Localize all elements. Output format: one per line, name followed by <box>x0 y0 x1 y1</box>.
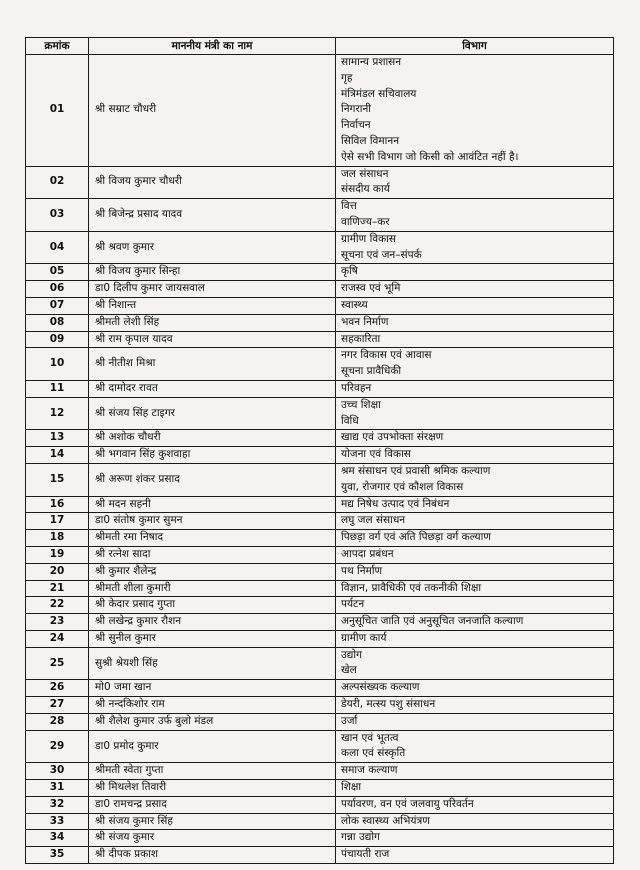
department-name: गृह <box>341 71 353 84</box>
table-row <box>26 496 614 513</box>
minister-name: श्री केदार प्रसाद गुप्ता <box>89 597 336 614</box>
department-name: पंचायती राज <box>341 848 390 861</box>
table-row <box>26 796 614 813</box>
department-name: सूचना एवं जन–संपर्क <box>341 248 422 261</box>
table-row <box>26 697 614 714</box>
department-name: योजना एवं विकास <box>341 448 411 461</box>
minister-name: श्री अरूण शंकर प्रसाद <box>89 463 336 496</box>
serial-number: 02 <box>26 166 89 199</box>
serial-number: 18 <box>26 530 89 547</box>
table-row <box>26 166 614 199</box>
serial-number: 25 <box>26 647 89 680</box>
department-name: पर्यावरण, वन एवं जलवायु परिवर्तन <box>341 797 474 810</box>
serial-number: 06 <box>26 281 89 298</box>
department-name: समाज कल्याण <box>341 764 398 777</box>
department-cell <box>336 166 614 199</box>
minister-name: श्री विजय कुमार सिन्हा <box>89 264 336 281</box>
department-cell <box>336 496 614 513</box>
table-row <box>26 597 614 614</box>
department-name: ऐसे सभी विभाग जो किसी को आवंटित नहीं है। <box>341 150 519 163</box>
department-name: निर्वाचन <box>341 119 371 132</box>
department-cell <box>336 430 614 447</box>
department-cell <box>336 730 614 763</box>
department-name: कृषि <box>341 265 358 278</box>
department-name: सिविल विमानन <box>341 134 400 147</box>
minister-name-header: माननीय मंत्री का नाम <box>89 38 336 55</box>
table-row <box>26 563 614 580</box>
minister-name: श्री संजय सिंह टाइगर <box>89 397 336 430</box>
minister-name: श्री संजय कुमार सिंह <box>89 813 336 830</box>
department-name: संसदीय कार्य <box>341 183 390 196</box>
department-cell <box>336 348 614 381</box>
department-name: अल्पसंख्यक कल्याण <box>341 681 420 694</box>
table-row <box>26 281 614 298</box>
serial-number: 27 <box>26 697 89 714</box>
serial-number: 09 <box>26 331 89 348</box>
table-row <box>26 713 614 730</box>
table-body <box>26 55 614 864</box>
department-cell <box>336 563 614 580</box>
department-name: लोक स्वास्थ्य अभियंत्रण <box>341 814 430 827</box>
minister-name: श्री लखेन्द्र कुमार रौशन <box>89 614 336 631</box>
table-row <box>26 680 614 697</box>
table-row <box>26 430 614 447</box>
department-cell <box>336 447 614 464</box>
serial-number: 24 <box>26 630 89 647</box>
department-name: डेयरी, मत्स्य पशु संसाधन <box>341 698 436 711</box>
minister-name: श्री दामोदर रावत <box>89 380 336 397</box>
department-cell <box>336 830 614 847</box>
minister-name: श्री निशान्त <box>89 297 336 314</box>
department-cell <box>336 513 614 530</box>
department-cell <box>336 199 614 232</box>
department-cell <box>336 281 614 298</box>
serial-number: 05 <box>26 264 89 281</box>
serial-number: 34 <box>26 830 89 847</box>
table-row <box>26 847 614 864</box>
minister-name: डा0 संतोष कुमार सुमन <box>89 513 336 530</box>
minister-name: डा0 प्रमोद कुमार <box>89 730 336 763</box>
department-name: अनुसूचित जाति एवं अनुसूचित जनजाति कल्याण <box>341 615 524 628</box>
table-row <box>26 830 614 847</box>
minister-name: श्री विजय कुमार चौधरी <box>89 166 336 199</box>
department-name: ग्रामीण विकास <box>341 232 397 245</box>
table-row <box>26 297 614 314</box>
minister-name: श्री राम कृपाल यादव <box>89 331 336 348</box>
minister-name: श्री नीतीश मिश्रा <box>89 348 336 381</box>
department-name: विज्ञान, प्रावैधिकी एवं तकनीकी शिक्षा <box>341 581 482 594</box>
ministers-portfolio-table <box>25 37 614 864</box>
department-name: मंत्रिमंडल सचिवालय <box>341 87 417 100</box>
department-cell <box>336 231 614 264</box>
table-row <box>26 530 614 547</box>
minister-name: श्रीमती लेशी सिंह <box>89 314 336 331</box>
minister-name: श्री बिजेन्द्र प्रसाद यादव <box>89 199 336 232</box>
department-name: नगर विकास एवं आवास <box>341 349 432 362</box>
department-name: उच्च शिक्षा <box>341 398 381 411</box>
department-name: आपदा प्रबंधन <box>341 547 394 560</box>
table-row <box>26 647 614 680</box>
department-cell <box>336 55 614 167</box>
department-header: विभाग <box>336 38 614 55</box>
department-name: सामान्य प्रशासन <box>341 56 402 68</box>
department-cell <box>336 580 614 597</box>
minister-name: श्री भगवान सिंह कुशवाहा <box>89 447 336 464</box>
table-row <box>26 730 614 763</box>
serial-number: 04 <box>26 231 89 264</box>
minister-name: श्री शैलेश कुमार उर्फ बुलो मंडल <box>89 713 336 730</box>
department-name: वित्त <box>341 200 357 213</box>
department-cell <box>336 697 614 714</box>
department-cell <box>336 463 614 496</box>
department-name: परिवहन <box>341 381 372 394</box>
department-name: मद्य निषेध उत्पाद एवं निबंधन <box>341 497 450 510</box>
minister-name: श्री दीपक प्रकाश <box>89 847 336 864</box>
serial-number: 30 <box>26 763 89 780</box>
serial-number: 23 <box>26 614 89 631</box>
minister-name: डा0 रामचन्द्र प्रसाद <box>89 796 336 813</box>
department-cell <box>336 630 614 647</box>
table-row <box>26 614 614 631</box>
serial-number: 14 <box>26 447 89 464</box>
department-cell <box>336 380 614 397</box>
department-name: पथ निर्माण <box>341 564 383 577</box>
department-name: युवा, रोजगार एवं कौशल विकास <box>341 480 464 493</box>
minister-name: श्रीमती रमा निषाद <box>89 530 336 547</box>
serial-number: 22 <box>26 597 89 614</box>
department-name: खाद्य एवं उपभोक्ता संरक्षण <box>341 431 444 444</box>
minister-name: श्री नन्दकिशोर राम <box>89 697 336 714</box>
serial-number: 26 <box>26 680 89 697</box>
table-row <box>26 397 614 430</box>
department-name: पिछड़ा वर्ग एवं अति पिछड़ा वर्ग कल्याण <box>341 531 491 544</box>
department-cell <box>336 813 614 830</box>
department-cell <box>336 530 614 547</box>
table-row <box>26 231 614 264</box>
department-cell <box>336 546 614 563</box>
department-cell <box>336 647 614 680</box>
department-cell <box>336 597 614 614</box>
minister-name: श्री सुनील कुमार <box>89 630 336 647</box>
serial-number: 15 <box>26 463 89 496</box>
minister-name: श्री मदन सहनी <box>89 496 336 513</box>
table-row <box>26 331 614 348</box>
serial-number: 03 <box>26 199 89 232</box>
table-row <box>26 813 614 830</box>
department-cell <box>336 297 614 314</box>
serial-header: क्रमांक <box>26 38 89 55</box>
serial-number: 01 <box>26 55 89 167</box>
serial-number: 33 <box>26 813 89 830</box>
serial-number: 31 <box>26 780 89 797</box>
serial-number: 20 <box>26 563 89 580</box>
table-header-row <box>26 38 614 55</box>
table-row <box>26 447 614 464</box>
department-name: खान एवं भूतत्व <box>341 731 399 744</box>
table-row <box>26 55 614 167</box>
minister-name: डा0 दिलीप कुमार जायसवाल <box>89 281 336 298</box>
table-row <box>26 546 614 563</box>
table-row <box>26 463 614 496</box>
minister-name: श्री श्रवण कुमार <box>89 231 336 264</box>
serial-number: 29 <box>26 730 89 763</box>
department-cell <box>336 314 614 331</box>
table-row <box>26 763 614 780</box>
department-cell <box>336 397 614 430</box>
department-cell <box>336 680 614 697</box>
department-name: पर्यटन <box>341 598 365 611</box>
department-name: खेल <box>341 664 357 677</box>
minister-name: श्री मिथलेश तिवारी <box>89 780 336 797</box>
department-name: राजस्व एवं भूमि <box>341 282 401 295</box>
serial-number: 11 <box>26 380 89 397</box>
serial-number: 19 <box>26 546 89 563</box>
department-name: लघु जल संसाधन <box>341 514 406 527</box>
minister-name: श्री रत्नेश सादा <box>89 546 336 563</box>
department-cell <box>336 780 614 797</box>
department-name: निगरानी <box>341 103 372 116</box>
department-cell <box>336 264 614 281</box>
minister-name: श्री कुमार शैलेन्द्र <box>89 563 336 580</box>
table-row <box>26 580 614 597</box>
table-row <box>26 264 614 281</box>
serial-number: 32 <box>26 796 89 813</box>
department-name: गन्ना उद्योग <box>341 831 380 844</box>
minister-name: श्री अशोक चौधरी <box>89 430 336 447</box>
serial-number: 12 <box>26 397 89 430</box>
serial-number: 17 <box>26 513 89 530</box>
department-cell <box>336 763 614 780</box>
department-name: उद्योग <box>341 648 362 661</box>
serial-number: 35 <box>26 847 89 864</box>
department-name: सूचना प्रावैधिकी <box>341 365 402 378</box>
department-name: श्रम संसाधन एवं प्रवासी श्रमिक कल्याण <box>341 464 491 477</box>
minister-name: श्रीमती स्वेता गुप्ता <box>89 763 336 780</box>
minister-name: मो0 जमा खान <box>89 680 336 697</box>
serial-number: 21 <box>26 580 89 597</box>
department-name: स्वास्थ्य <box>341 298 368 311</box>
minister-name: सुश्री श्रेयशी सिंह <box>89 647 336 680</box>
minister-name: श्री सम्राट चौधरी <box>89 55 336 167</box>
table-row <box>26 314 614 331</box>
serial-number: 28 <box>26 713 89 730</box>
minister-name: श्री संजय कुमार <box>89 830 336 847</box>
department-cell <box>336 796 614 813</box>
serial-number: 16 <box>26 496 89 513</box>
department-name: ग्रामीण कार्य <box>341 631 387 644</box>
department-name: कला एवं संस्कृति <box>341 747 406 760</box>
department-cell <box>336 713 614 730</box>
serial-number: 10 <box>26 348 89 381</box>
table-row <box>26 513 614 530</box>
table-row <box>26 348 614 381</box>
table-row <box>26 780 614 797</box>
department-name: शिक्षा <box>341 781 362 794</box>
table-row <box>26 630 614 647</box>
table-row <box>26 199 614 232</box>
department-name: भवन निर्माण <box>341 315 389 328</box>
department-cell <box>336 331 614 348</box>
serial-number: 08 <box>26 314 89 331</box>
table-row <box>26 380 614 397</box>
department-name: जल संसाधन <box>341 167 389 180</box>
department-name: विधि <box>341 414 359 427</box>
minister-name: श्रीमती शीला कुमारी <box>89 580 336 597</box>
department-cell <box>336 614 614 631</box>
department-name: उर्जा <box>341 714 358 727</box>
serial-number: 13 <box>26 430 89 447</box>
serial-number: 07 <box>26 297 89 314</box>
department-cell <box>336 847 614 864</box>
department-name: सहकारिता <box>341 332 381 345</box>
department-name: वाणिज्य–कर <box>341 215 390 228</box>
